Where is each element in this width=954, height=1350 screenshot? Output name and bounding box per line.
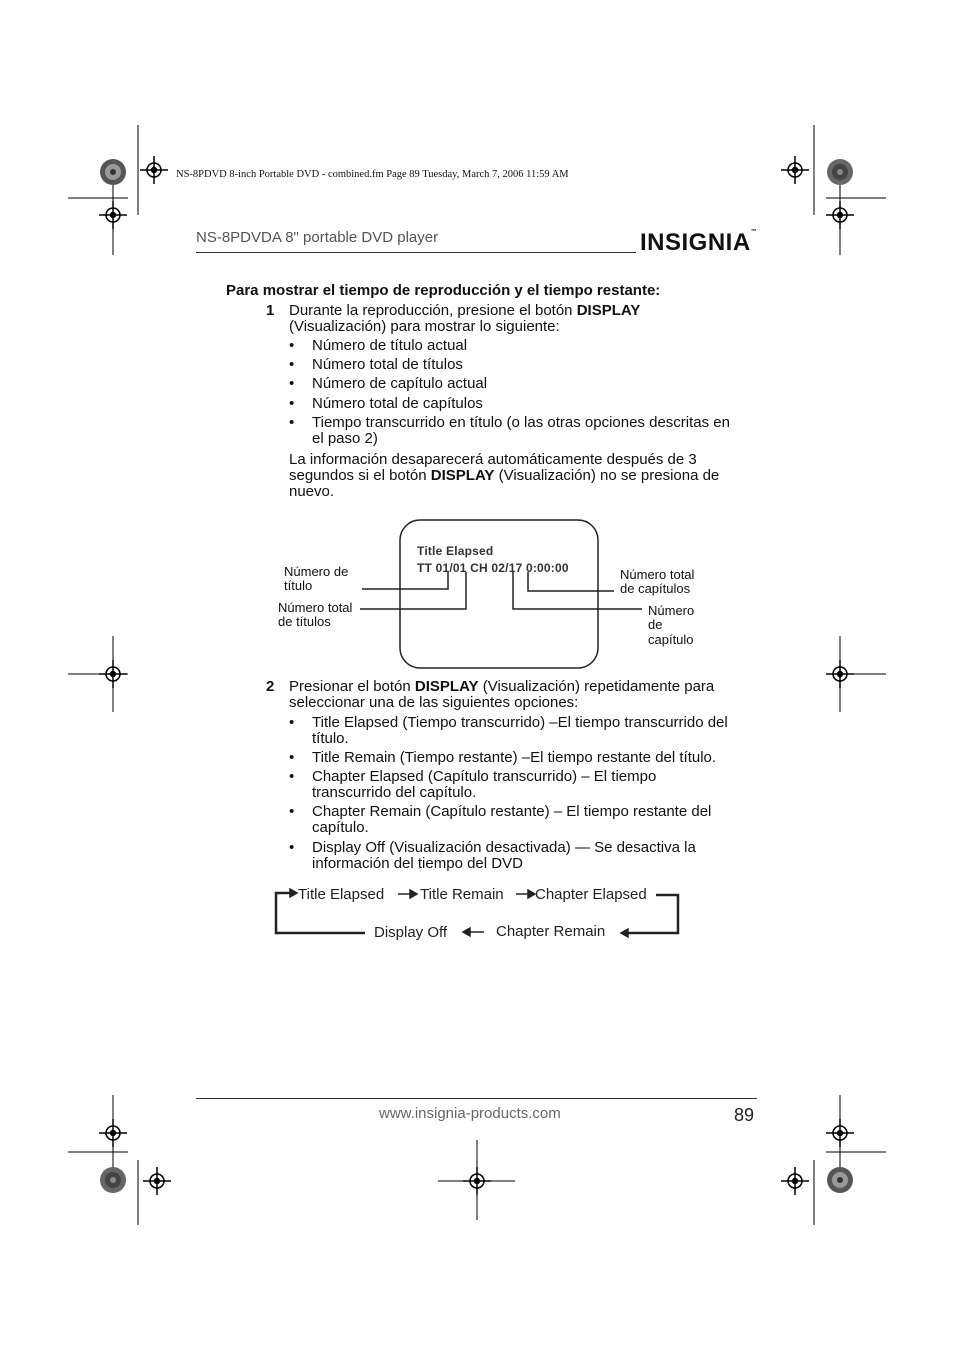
bullet-dot: •	[289, 714, 295, 731]
arrow-left	[621, 929, 628, 937]
arrow-left	[463, 928, 470, 936]
file-info: NS-8PDVD 8-inch Portable DVD - combined.fm Page 89 Tuesday, March 7, 2006 11:59 AM	[176, 169, 569, 180]
step1-line2: (Visualización) para mostrar lo siguiente:	[289, 318, 560, 335]
label-total-chapters-1: Número total	[620, 567, 695, 582]
flow-chapter-remain: Chapter Remain	[496, 923, 606, 940]
screen-info: TT 01/01 CH 02/17 0:00:00	[417, 561, 569, 575]
step2-bullet-cont: capítulo.	[312, 819, 369, 836]
step2-line1: Presionar el botón DISPLAY (Visualización) repetidamente para	[289, 678, 715, 695]
bullet-dot: •	[289, 768, 295, 785]
label-total-titles-1: Número total	[278, 600, 353, 615]
flow-display-off: Display Off	[374, 924, 448, 941]
arrow-right	[290, 889, 297, 897]
step1-line1: Durante la reproducción, presione el botón DISPLAY	[289, 302, 641, 319]
page-number: 89	[734, 1105, 755, 1125]
bullet-dot: •	[289, 803, 295, 820]
flow-chapter-elapsed: Chapter Elapsed	[535, 886, 647, 903]
bullet-dot: •	[289, 839, 295, 856]
bullet-dot: •	[289, 395, 295, 412]
bullet-dot: •	[289, 337, 295, 354]
arrow-right	[528, 890, 535, 898]
step2-bullet: Chapter Remain (Capítulo restante) – El tiempo restante del	[312, 803, 712, 820]
header-title: NS-8PDVDA 8" portable DVD player	[196, 229, 439, 246]
bullet-dot: •	[289, 375, 295, 392]
arrow-right	[410, 890, 417, 898]
step1-bullet: Número total de títulos	[312, 356, 463, 373]
flow-title-remain: Title Remain	[420, 886, 504, 903]
bullet-dot: •	[289, 414, 295, 431]
step1-bullet: Número de capítulo actual	[312, 375, 488, 392]
step1-bullet: Número de título actual	[312, 337, 468, 354]
step2-bullet: Chapter Elapsed (Capítulo transcurrido) – El tiempo	[312, 768, 657, 785]
screen-title: Title Elapsed	[417, 544, 494, 558]
step2-bullet-cont: transcurrido del capítulo.	[312, 784, 477, 801]
header-rule	[196, 252, 636, 253]
brand-logo: INSIGNIA™	[640, 229, 758, 256]
step2-line2: seleccionar una de las siguientes opciones:	[289, 694, 579, 711]
step1-number: 1	[266, 302, 275, 319]
step2-bullet-cont: información del tiempo del DVD	[312, 855, 523, 872]
step1-bullet: Número total de capítulos	[312, 395, 483, 412]
label-title-number-2: título	[284, 578, 313, 593]
section-heading: Para mostrar el tiempo de reproducción y el tiempo restante:	[226, 282, 661, 299]
step2-bullet: Title Remain (Tiempo restante) –El tiempo restante del título.	[312, 749, 717, 766]
bullet-dot: •	[289, 356, 295, 373]
step2-bullet: Display Off (Visualización desactivada) — Se desactiva la	[312, 839, 696, 856]
label-chapter-number-1: Número	[648, 603, 695, 618]
label-title-number-1: Número de	[284, 564, 349, 579]
bullet-dot: •	[289, 749, 295, 766]
step1-note-line1: La información desaparecerá automáticamente después de 3	[289, 451, 697, 468]
step2-number: 2	[266, 678, 275, 695]
footer-rule	[196, 1098, 757, 1099]
footer-url: www.insignia-products.com	[379, 1105, 561, 1122]
step2-bullet: Title Elapsed (Tiempo transcurrido) –El tiempo transcurrido del	[312, 714, 728, 731]
label-total-chapters-2: de capítulos	[620, 581, 691, 596]
flow-title-elapsed: Title Elapsed	[298, 886, 385, 903]
tv-screen-outline	[400, 520, 598, 668]
step1-bullet-cont: el paso 2)	[312, 430, 378, 447]
step1-note-line2: segundos si el botón DISPLAY (Visualización) no se presiona de	[289, 467, 720, 484]
label-total-titles-2: de títulos	[278, 614, 331, 629]
label-chapter-number-2: de	[648, 617, 663, 632]
step2-bullet-cont: título.	[312, 730, 349, 747]
label-chapter-number-3: capítulo	[648, 632, 694, 647]
step1-bullet: Tiempo transcurrido en título (o las otras opciones descritas en	[312, 414, 730, 431]
step1-note-line3: nuevo.	[289, 483, 335, 500]
